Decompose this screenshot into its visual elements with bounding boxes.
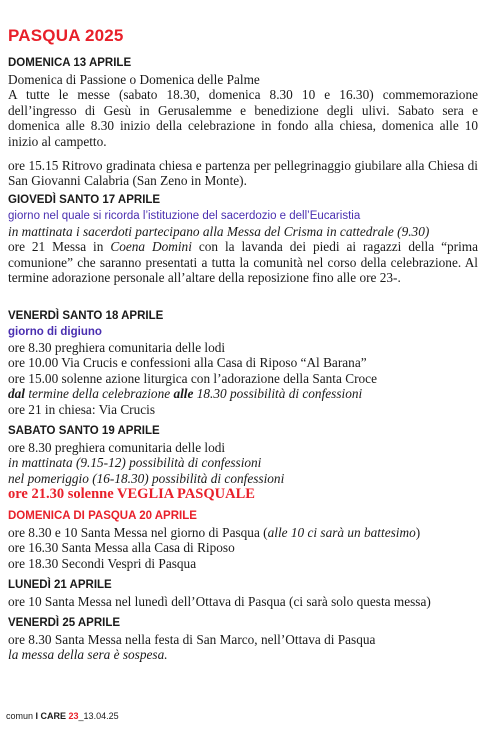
- section-subtitle: giorno nel quale si ricorda l’istituzione del sacerdozio e dell’Eucaristia: [8, 210, 361, 222]
- section-paragraph: A tutte le messe (sabato 18.30, domenica 8.30 10 e 16.30) commemorazione dell’ingresso di Gesù in Gerusalemme e benedizione degli ulivi. Sabato sera e domenica alle 8.30 inizio della celebrazione in fondo alla chiesa, domenica alle 10 inizio al campetto.: [8, 87, 478, 149]
- section-line: dal termine della celebrazione alle 18.30 possibilità di confessioni: [8, 386, 363, 402]
- section-line: ore 15.00 solenne azione liturgica con l’adorazione della Santa Croce: [8, 370, 377, 386]
- section-heading: GIOVEDÌ SANTO 17 APRILE: [8, 194, 161, 206]
- section-sabato-santo: [8, 424, 478, 503]
- section-heading: VENERDÌ 25 APRILE: [8, 617, 121, 629]
- section-line: ore 16.30 Santa Messa alla Casa di Riposo: [8, 540, 235, 556]
- section-subtitle: Domenica di Passione o Domenica delle Palme: [8, 72, 260, 87]
- section-line: in mattinata i sacerdoti partecipano alla Messa del Crisma in cattedrale (9.30): [8, 224, 430, 239]
- footer-issue: 23: [66, 711, 79, 721]
- section-venerdi-santo: [8, 309, 478, 417]
- section-heading: VENERDÌ SANTO 18 APRILE: [8, 310, 164, 322]
- section-line: ore 8.30 preghiera comunitaria delle lodi: [8, 340, 226, 355]
- section-heading: LUNEDÌ 21 APRILE: [8, 579, 112, 591]
- section-heading: DOMENICA 13 APRILE: [8, 57, 132, 69]
- section-line: ore 21 in chiesa: Via Crucis: [8, 401, 156, 417]
- section-highlight: ore 21.30 solenne VEGLIA PASQUALE: [8, 486, 255, 503]
- footer-prefix: comun: [6, 711, 36, 721]
- section-giovedi-santo: [8, 193, 478, 286]
- section-heading: DOMENICA DI PASQUA 20 APRILE: [8, 510, 197, 522]
- section-domenica-13: [8, 56, 478, 189]
- section-paragraph: ore 21 Messa in Coena Domini con la lavanda dei piedi ai ragazzi della “prima comunione” che saranno presentati a tutta la comunità nel corso della celebrazione. Al termine adorazione personale all’altare della reposizione fino alle ore 23-.: [8, 239, 479, 286]
- section-heading: SABATO SANTO 19 APRILE: [8, 425, 160, 437]
- section-line: ore 10.00 Via Crucis e confessioni alla Casa di Riposo “Al Barana”: [8, 355, 367, 371]
- section-line: la messa della sera è sospesa.: [8, 647, 168, 663]
- section-domenica-pasqua: [8, 509, 478, 571]
- footer-date: _13.04.25: [78, 711, 119, 721]
- section-lunedi: [8, 578, 478, 609]
- footer-brand: I CARE: [35, 711, 67, 721]
- page-title: PASQUA 2025: [8, 26, 124, 45]
- section-paragraph: ore 15.15 Ritrovo gradinata chiesa e partenza per pellegrinaggio giubilare alla Chiesa di San Giovanni Calabria (San Zeno in Monte).: [8, 158, 478, 189]
- section-line: ore 18.30 Secondi Vespri di Pasqua: [8, 555, 197, 571]
- section-subtitle: giorno di digiuno: [8, 326, 102, 338]
- footer: [6, 711, 119, 721]
- section-line: ore 8.30 e 10 Santa Messa nel giorno di Pasqua (alle 10 ci sarà un battesimo): [8, 525, 421, 540]
- section-line: nel pomeriggio (16-18.30) possibilità di confessioni: [8, 470, 285, 486]
- section-line: ore 8.30 Santa Messa nella festa di San Marco, nell’Ottava di Pasqua: [8, 632, 376, 647]
- section-line: ore 10 Santa Messa nel lunedì dell’Ottava di Pasqua (ci sarà solo questa messa): [8, 594, 431, 609]
- section-venerdi-25: [8, 616, 478, 663]
- section-line: ore 8.30 preghiera comunitaria delle lodi: [8, 440, 226, 455]
- section-line: in mattinata (9.15-12) possibilità di confessioni: [8, 455, 262, 471]
